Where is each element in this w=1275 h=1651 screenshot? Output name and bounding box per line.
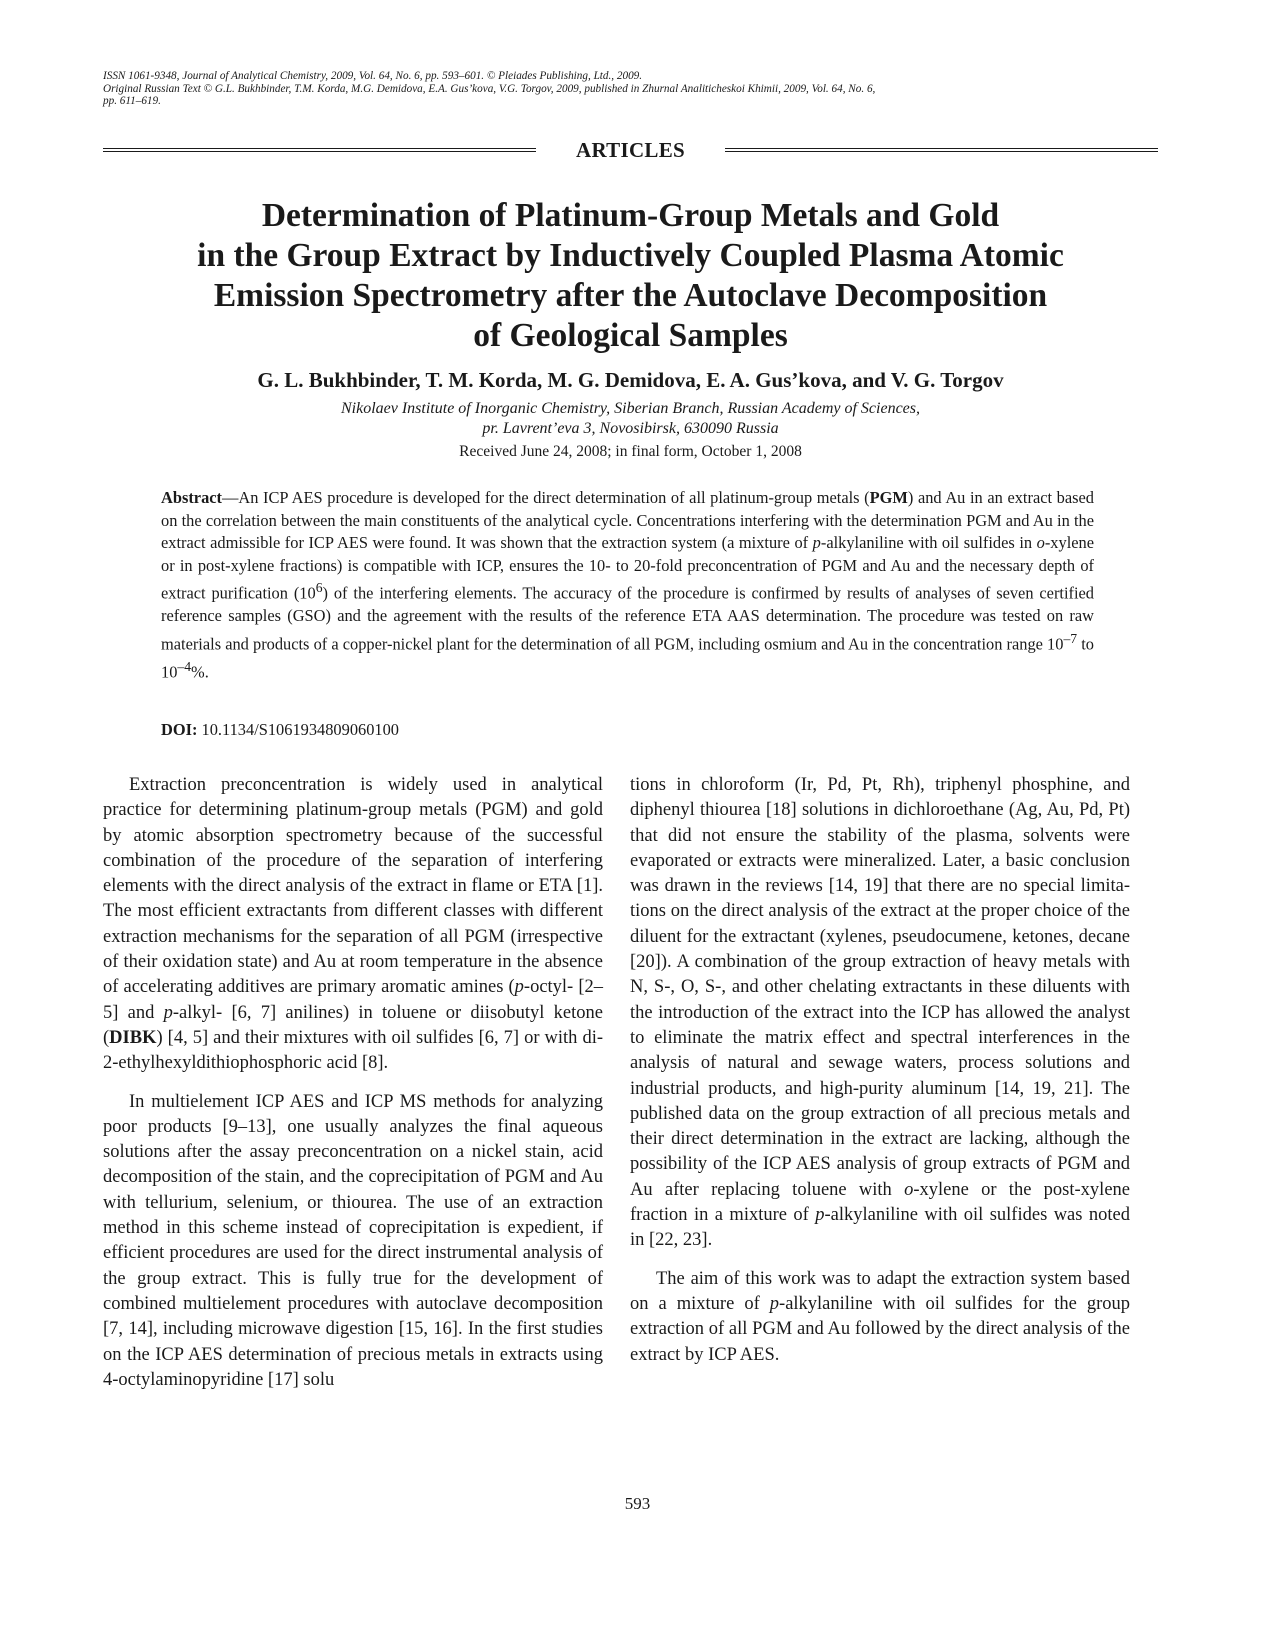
paragraph-text: -xylene or the post-xylene fraction in a mixture of: [630, 1179, 1130, 1226]
body-paragraph: [630, 1267, 1130, 1368]
page-number: 593: [624, 1494, 651, 1513]
paragraph-text: -octyl- [2–5] and: [103, 977, 603, 1023]
original-text-line: Original Russian Text © G.L. Bukhbinder, T.M. Korda, M.G. Demidova, E.A. Gus’kova, V.G. Torgov, 2009, published in Zhurnal Analiticheskoi Khimii, 2009, Vol. 64, No. 6,: [103, 82, 876, 95]
doi-link[interactable]: 10.1134/S1061934809060100: [197, 720, 399, 739]
paragraph-text: tions in chloroform (Ir, Pd, Pt, Rh), triphenyl phosphine, and diphenyl thiourea [18] solutions in dichloroethane (Ag, Au, Pd, Pt) that did not ensure the stability of the plasma, solvents were evaporated or extracts were mineralized. Later, a basic conclusion was drawn in the reviews [14, 19] that there are no special limitations on the direct analysis of the extract at the proper choice of the diluent for the extractant (xylenes, pseudocumene, ketones, decane [20]). A combination of the group extraction of heavy metals with N, S-, O, S-, and other chelating extractants in these diluents with the introduction of the extract into the ICP has allowed the analyst to eliminate the matrix effect and spectral interferences in the analysis of natural and sewage waters, process solutions and industrial products, and high-purity aluminum [14, 19, 21]. The published data on the group extraction of all precious metals and their direct determination in the extract are lacking, although the possibility of the ICP AES analysis of group extracts of PGM and Au after replacing toluene with: [630, 775, 1130, 1200]
author-list: G. L. Bukhbinder, T. M. Korda, M. G. Demidova, E. A. Gus’kova, and V. G. Torgov: [257, 368, 1004, 392]
section-banner: [103, 138, 1158, 164]
body-column-right: [630, 773, 1130, 1368]
paragraph-text: -alkylaniline with oil sulfides was noted in [22, 23].: [630, 1205, 1130, 1251]
doi: [161, 719, 761, 741]
abstract-text: ) of the interfering elements. The accuracy of the procedure is confirmed by results of analyses of seven certified reference samples (GSO) and the agreement with the results of the reference ETA AAS determination. The procedure was tested on raw materials and products of a copper-nickel plant for the determination of all PGM, including osmium and Au in the concentration range 10: [161, 583, 1094, 654]
paragraph-italic: p: [163, 1002, 173, 1023]
body-column-left: [103, 773, 603, 1393]
body-paragraph: In multielement ICP AES and ICP MS methods for analyzing poor products [9–13], one usually analyzes the final aqueous solutions after the assay preconcentration on a nickel stain, acid decomposition of the stain, and the coprecipitation of PGM and Au with tellurium, selenium, or thiourea. The use of an extraction method in this scheme instead of coprecipitation is expedient, if efficient procedures are used for the direct instrumental analysis of the group extract. This is fully true for the development of combined multielement procedures with autoclave decomposition [7, 14], including microwave digestion [15, 16]. In the first studies on the ICP AES determination of precious metals in extracts using 4-octylaminopyridine [17] solu: [103, 1091, 603, 1390]
paper-title: [103, 196, 1158, 356]
abstract-text: to 10: [161, 634, 1094, 682]
abstract-superscript: –7: [1063, 631, 1078, 647]
journal-citation-line: ISSN 1061-9348, Journal of Analytical Chemistry, 2009, Vol. 64, No. 6, pp. 593–601. © Pleiades Publishing, Ltd., 2009.: [103, 70, 643, 82]
paragraph-text: Extraction preconcentration is widely used in analytical practice for determining platinum-group metals (PGM) and gold by atomic absorption spectrometry because of the successful combination of the procedure of the separation of interfering elements with the direct analysis of the extract in flame or ETA [1]. The most efficient extractants from different classes with different extraction mechanisms for the separation of all PGM (irrespective of their oxidation state) and Au at room temperature in the absence of accelerating additives are primary aromatic amines (: [103, 775, 603, 998]
abstract-superscript: 6: [315, 580, 323, 596]
abstract-label: Abstract: [161, 488, 222, 507]
abstract-text: ) and Au in an extract based on the correlation between the main constituents of the analytical cycle. Concentrations interfering with the determination PGM and Au in the extract admissible for ICP AES were found. It was shown that the extraction system (a mixture of: [161, 488, 1094, 553]
paragraph-italic: p: [815, 1205, 825, 1226]
original-pages-line: pp. 611–619.: [103, 95, 161, 108]
double-rule-right: [725, 148, 1158, 152]
abstract-text: -xylene or in post-xylene fractions) is compatible with ICP, ensures the 10- to 20-fold preconcentration of PGM and Au and the necessary depth of extract purification (10: [161, 533, 1094, 603]
paragraph-italic: p: [514, 977, 524, 998]
section-label: ARTICLES: [575, 138, 686, 162]
affiliation-line: Nikolaev Institute of Inorganic Chemistry, Siberian Branch, Russian Academy of Sciences,: [340, 400, 920, 417]
abstract-pgm: PGM: [869, 488, 908, 507]
journal-header: [103, 70, 1158, 108]
title-line: Determination of Platinum-Group Metals and Gold: [261, 197, 1000, 234]
received-dates: Received June 24, 2008; in final form, October 1, 2008: [459, 443, 802, 460]
abstract-text: %.: [191, 662, 209, 682]
paragraph-bold: DIBK: [109, 1027, 157, 1048]
title-line: Emission Spectrometry after the Autoclave Decomposition: [213, 277, 1048, 314]
doi-label: DOI:: [161, 720, 198, 739]
body-paragraph: [630, 773, 1130, 1254]
abstract: [161, 487, 1094, 684]
body-paragraph: [103, 773, 603, 1077]
paragraph-text: The aim of this work was to adapt the extraction system based on a mixture of: [630, 1268, 1130, 1314]
paragraph-text: ) [4, 5] and their mixtures with oil sulfides [6, 7] or with di-2-ethylhexyldithiophosphoric acid [8].: [103, 1027, 603, 1074]
abstract-text: —An ICP AES procedure is developed for the direct determination of all platinum-group metals (: [222, 488, 870, 507]
paragraph-italic: p: [769, 1293, 780, 1314]
title-line: of Geological Samples: [473, 317, 788, 354]
paragraph-italic: o: [904, 1179, 914, 1200]
affiliation: [103, 399, 1158, 439]
paragraph-text: -alkyl- [6, 7] anilines) in toluene or diisobutyl ketone (: [103, 1002, 603, 1048]
paragraph-text: -alkylaniline with oil sulfides for the group extraction of all PGM and Au followed by the direct analysis of the extract by ICP AES.: [630, 1293, 1130, 1365]
title-line: in the Group Extract by Inductively Coupled Plasma Atomic: [197, 237, 1064, 274]
abstract-italic: p: [812, 533, 821, 553]
abstract-superscript: –4: [177, 659, 192, 675]
affiliation-line: pr. Lavrent’eva 3, Novosibirsk, 630090 Russia: [482, 420, 779, 437]
abstract-text: -alkylaniline with oil sulfides in: [820, 533, 1037, 553]
abstract-italic: o: [1036, 533, 1045, 553]
